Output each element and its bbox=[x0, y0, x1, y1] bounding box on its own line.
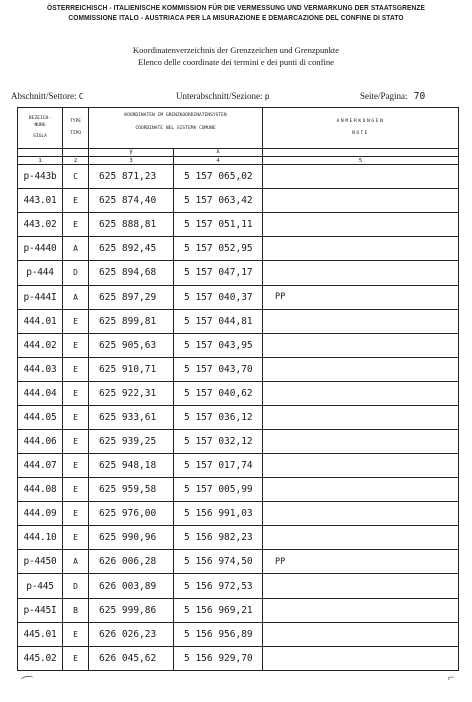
x-coordinate: 5 156 969,21 bbox=[174, 598, 263, 622]
point-type: E bbox=[63, 526, 89, 550]
point-designation: 443.01 bbox=[18, 189, 63, 213]
table-row bbox=[18, 430, 459, 454]
point-designation: 445.02 bbox=[18, 646, 63, 670]
point-type: C bbox=[63, 165, 89, 189]
point-designation: p-4450 bbox=[18, 550, 63, 574]
x-coordinate: 5 157 051,11 bbox=[174, 213, 263, 237]
point-designation: p-444I bbox=[18, 285, 63, 309]
page-field bbox=[360, 91, 425, 102]
y-coordinate: 625 888,81 bbox=[89, 213, 174, 237]
point-designation: 444.04 bbox=[18, 381, 63, 405]
y-coordinate: 625 948,18 bbox=[89, 454, 174, 478]
subsection-value: p bbox=[264, 92, 270, 101]
x-coordinate: 5 157 043,95 bbox=[174, 333, 263, 357]
note-cell: PP bbox=[263, 285, 459, 309]
point-type: E bbox=[63, 454, 89, 478]
x-coordinate: 5 157 047,17 bbox=[174, 261, 263, 285]
table-row bbox=[18, 381, 459, 405]
x-coordinate: 5 157 040,62 bbox=[174, 381, 263, 405]
x-coordinate: 5 156 974,50 bbox=[174, 550, 263, 574]
table-row bbox=[18, 333, 459, 357]
header-text: TYPE bbox=[69, 119, 82, 125]
commission-header bbox=[19, 3, 453, 23]
column-number: 5 bbox=[263, 156, 459, 164]
note-cell bbox=[263, 381, 459, 405]
point-designation: 444.10 bbox=[18, 526, 63, 550]
point-type: E bbox=[63, 357, 89, 381]
col-designation-header bbox=[18, 108, 63, 149]
point-type: E bbox=[63, 333, 89, 357]
note-cell bbox=[263, 357, 459, 381]
table-row bbox=[18, 357, 459, 381]
x-coordinate: 5 157 040,37 bbox=[174, 285, 263, 309]
point-designation: 445.01 bbox=[18, 622, 63, 646]
point-type: A bbox=[63, 237, 89, 261]
note-cell bbox=[263, 526, 459, 550]
axis-spacer bbox=[63, 148, 89, 156]
point-designation: 443.02 bbox=[18, 213, 63, 237]
y-coordinate: 625 922,31 bbox=[89, 381, 174, 405]
commission-header-de: ÖSTERREICHISCH - ITALIENISCHE KOMMISSION FÜR DIE VERMESSUNG UND VERMARKUNG DER STAATSGRENZE bbox=[47, 3, 425, 12]
table-row bbox=[18, 237, 459, 261]
col-type-header bbox=[63, 108, 89, 149]
note-cell bbox=[263, 478, 459, 502]
y-coordinate: 625 976,00 bbox=[89, 502, 174, 526]
point-type: E bbox=[63, 430, 89, 454]
column-number: 3 bbox=[89, 156, 174, 164]
y-coordinate: 626 003,89 bbox=[89, 574, 174, 598]
point-type: E bbox=[63, 646, 89, 670]
subsection-label: Unterabschnitt/Sezione: bbox=[176, 91, 263, 101]
table-row bbox=[18, 285, 459, 309]
note-cell bbox=[263, 165, 459, 189]
section-value: C bbox=[78, 92, 84, 101]
header-text: SIGLA bbox=[33, 134, 47, 140]
y-coordinate: 625 899,81 bbox=[89, 309, 174, 333]
y-coordinate: 625 871,23 bbox=[89, 165, 174, 189]
column-number: 1 bbox=[18, 156, 63, 164]
point-designation: p-4440 bbox=[18, 237, 63, 261]
table-row bbox=[18, 189, 459, 213]
table-row bbox=[18, 526, 459, 550]
x-coordinate: 5 157 005,99 bbox=[174, 478, 263, 502]
point-type: E bbox=[63, 478, 89, 502]
point-designation: 444.08 bbox=[18, 478, 63, 502]
table-row bbox=[18, 261, 459, 285]
handwritten-mark: ⌒ bbox=[20, 674, 36, 691]
x-coordinate: 5 157 043,70 bbox=[174, 357, 263, 381]
header-text: TIPO bbox=[69, 131, 82, 137]
point-type: D bbox=[63, 574, 89, 598]
header-text: NOTE bbox=[352, 131, 369, 137]
point-type: A bbox=[63, 285, 89, 309]
title-de: Koordinatenverzeichnis der Grenzzeichen und Grenzpunkte bbox=[132, 45, 340, 55]
point-designation: 444.05 bbox=[18, 405, 63, 429]
y-coordinate: 625 874,40 bbox=[89, 189, 174, 213]
column-number: 2 bbox=[63, 156, 89, 164]
y-coordinate: 626 026,23 bbox=[89, 622, 174, 646]
x-coordinate: 5 157 017,74 bbox=[174, 454, 263, 478]
point-type: D bbox=[63, 261, 89, 285]
axis-label-row bbox=[18, 148, 459, 156]
table-row bbox=[18, 502, 459, 526]
y-coordinate: 626 045,62 bbox=[89, 646, 174, 670]
point-type: E bbox=[63, 502, 89, 526]
header-text: KOORDINATEN IM GRENZKOORDINATENSYSTEN bbox=[124, 113, 227, 118]
point-type: E bbox=[63, 189, 89, 213]
note-cell bbox=[263, 213, 459, 237]
point-designation: p-444 bbox=[18, 261, 63, 285]
header-text: COORDINATE NEL SISTEMA COMUNE bbox=[135, 126, 216, 131]
x-coordinate: 5 156 972,53 bbox=[174, 574, 263, 598]
col-coordinates-header bbox=[89, 108, 263, 149]
point-type: E bbox=[63, 381, 89, 405]
point-type: B bbox=[63, 598, 89, 622]
section-label: Abschnitt/Settore: bbox=[11, 91, 77, 101]
y-axis-label: y bbox=[89, 148, 174, 156]
note-cell bbox=[263, 598, 459, 622]
y-coordinate: 625 959,58 bbox=[89, 478, 174, 502]
note-cell bbox=[263, 454, 459, 478]
table-row bbox=[18, 478, 459, 502]
header-text: NUNG bbox=[34, 123, 46, 129]
table-row bbox=[18, 405, 459, 429]
header-text: ANMERKUNGEN bbox=[336, 119, 385, 125]
point-type: E bbox=[63, 405, 89, 429]
page-label: Seite/Pagina: bbox=[360, 91, 408, 101]
col-notes-header bbox=[263, 108, 459, 149]
note-cell: PP bbox=[263, 550, 459, 574]
note-cell bbox=[263, 333, 459, 357]
axis-spacer bbox=[18, 148, 63, 156]
y-coordinate: 625 999,86 bbox=[89, 598, 174, 622]
point-designation: p-443b bbox=[18, 165, 63, 189]
point-designation: 444.03 bbox=[18, 357, 63, 381]
column-number-row bbox=[18, 156, 459, 164]
x-coordinate: 5 157 044,81 bbox=[174, 309, 263, 333]
x-coordinate: 5 157 065,02 bbox=[174, 165, 263, 189]
y-coordinate: 625 990,96 bbox=[89, 526, 174, 550]
table-row bbox=[18, 574, 459, 598]
note-cell bbox=[263, 405, 459, 429]
point-type: E bbox=[63, 622, 89, 646]
point-designation: 444.02 bbox=[18, 333, 63, 357]
table-row bbox=[18, 213, 459, 237]
note-cell bbox=[263, 646, 459, 670]
table-row bbox=[18, 646, 459, 670]
note-cell bbox=[263, 261, 459, 285]
table-row bbox=[18, 165, 459, 189]
table-row bbox=[18, 622, 459, 646]
table-row bbox=[18, 598, 459, 622]
note-cell bbox=[263, 237, 459, 261]
note-cell bbox=[263, 502, 459, 526]
column-number: 4 bbox=[174, 156, 263, 164]
y-coordinate: 626 006,28 bbox=[89, 550, 174, 574]
commission-header-it: COMMISSIONE ITALO - AUSTRIACA PER LA MISURAZIONE E DEMARCAZIONE DEL CONFINE DI STATO bbox=[68, 13, 404, 22]
y-coordinate: 625 910,71 bbox=[89, 357, 174, 381]
y-coordinate: 625 892,45 bbox=[89, 237, 174, 261]
x-coordinate: 5 157 063,42 bbox=[174, 189, 263, 213]
y-coordinate: 625 939,25 bbox=[89, 430, 174, 454]
point-designation: 444.01 bbox=[18, 309, 63, 333]
point-designation: p-445I bbox=[18, 598, 63, 622]
header-text: BEZEICH- bbox=[28, 116, 52, 122]
point-type: E bbox=[63, 213, 89, 237]
page-value: 70 bbox=[413, 91, 426, 102]
table-row bbox=[18, 454, 459, 478]
point-designation: 444.06 bbox=[18, 430, 63, 454]
axis-spacer bbox=[263, 148, 459, 156]
coordinate-table bbox=[17, 107, 459, 671]
point-designation: 444.07 bbox=[18, 454, 63, 478]
point-type: A bbox=[63, 550, 89, 574]
x-axis-label: x bbox=[174, 148, 263, 156]
title-it: Elenco delle coordinate dei termini e dei punti di confine bbox=[138, 56, 334, 67]
note-cell bbox=[263, 622, 459, 646]
table-row bbox=[18, 550, 459, 574]
point-type: E bbox=[63, 309, 89, 333]
y-coordinate: 625 905,63 bbox=[89, 333, 174, 357]
table-row bbox=[18, 309, 459, 333]
note-cell bbox=[263, 309, 459, 333]
subsection-field bbox=[176, 91, 270, 101]
x-coordinate: 5 157 036,12 bbox=[174, 405, 263, 429]
x-coordinate: 5 156 956,89 bbox=[174, 622, 263, 646]
x-coordinate: 5 156 982,23 bbox=[174, 526, 263, 550]
x-coordinate: 5 156 929,70 bbox=[174, 646, 263, 670]
x-coordinate: 5 157 052,95 bbox=[174, 237, 263, 261]
point-designation: p-445 bbox=[18, 574, 63, 598]
y-coordinate: 625 933,61 bbox=[89, 405, 174, 429]
y-coordinate: 625 894,68 bbox=[89, 261, 174, 285]
x-coordinate: 5 157 032,12 bbox=[174, 430, 263, 454]
document-title bbox=[0, 45, 472, 68]
section-field bbox=[11, 91, 84, 101]
point-designation: 444.09 bbox=[18, 502, 63, 526]
note-cell bbox=[263, 574, 459, 598]
y-coordinate: 625 897,29 bbox=[89, 285, 174, 309]
note-cell bbox=[263, 189, 459, 213]
note-cell bbox=[263, 430, 459, 454]
table-header bbox=[18, 108, 459, 149]
corner-mark: ⌐ bbox=[448, 670, 455, 684]
x-coordinate: 5 156 991,03 bbox=[174, 502, 263, 526]
